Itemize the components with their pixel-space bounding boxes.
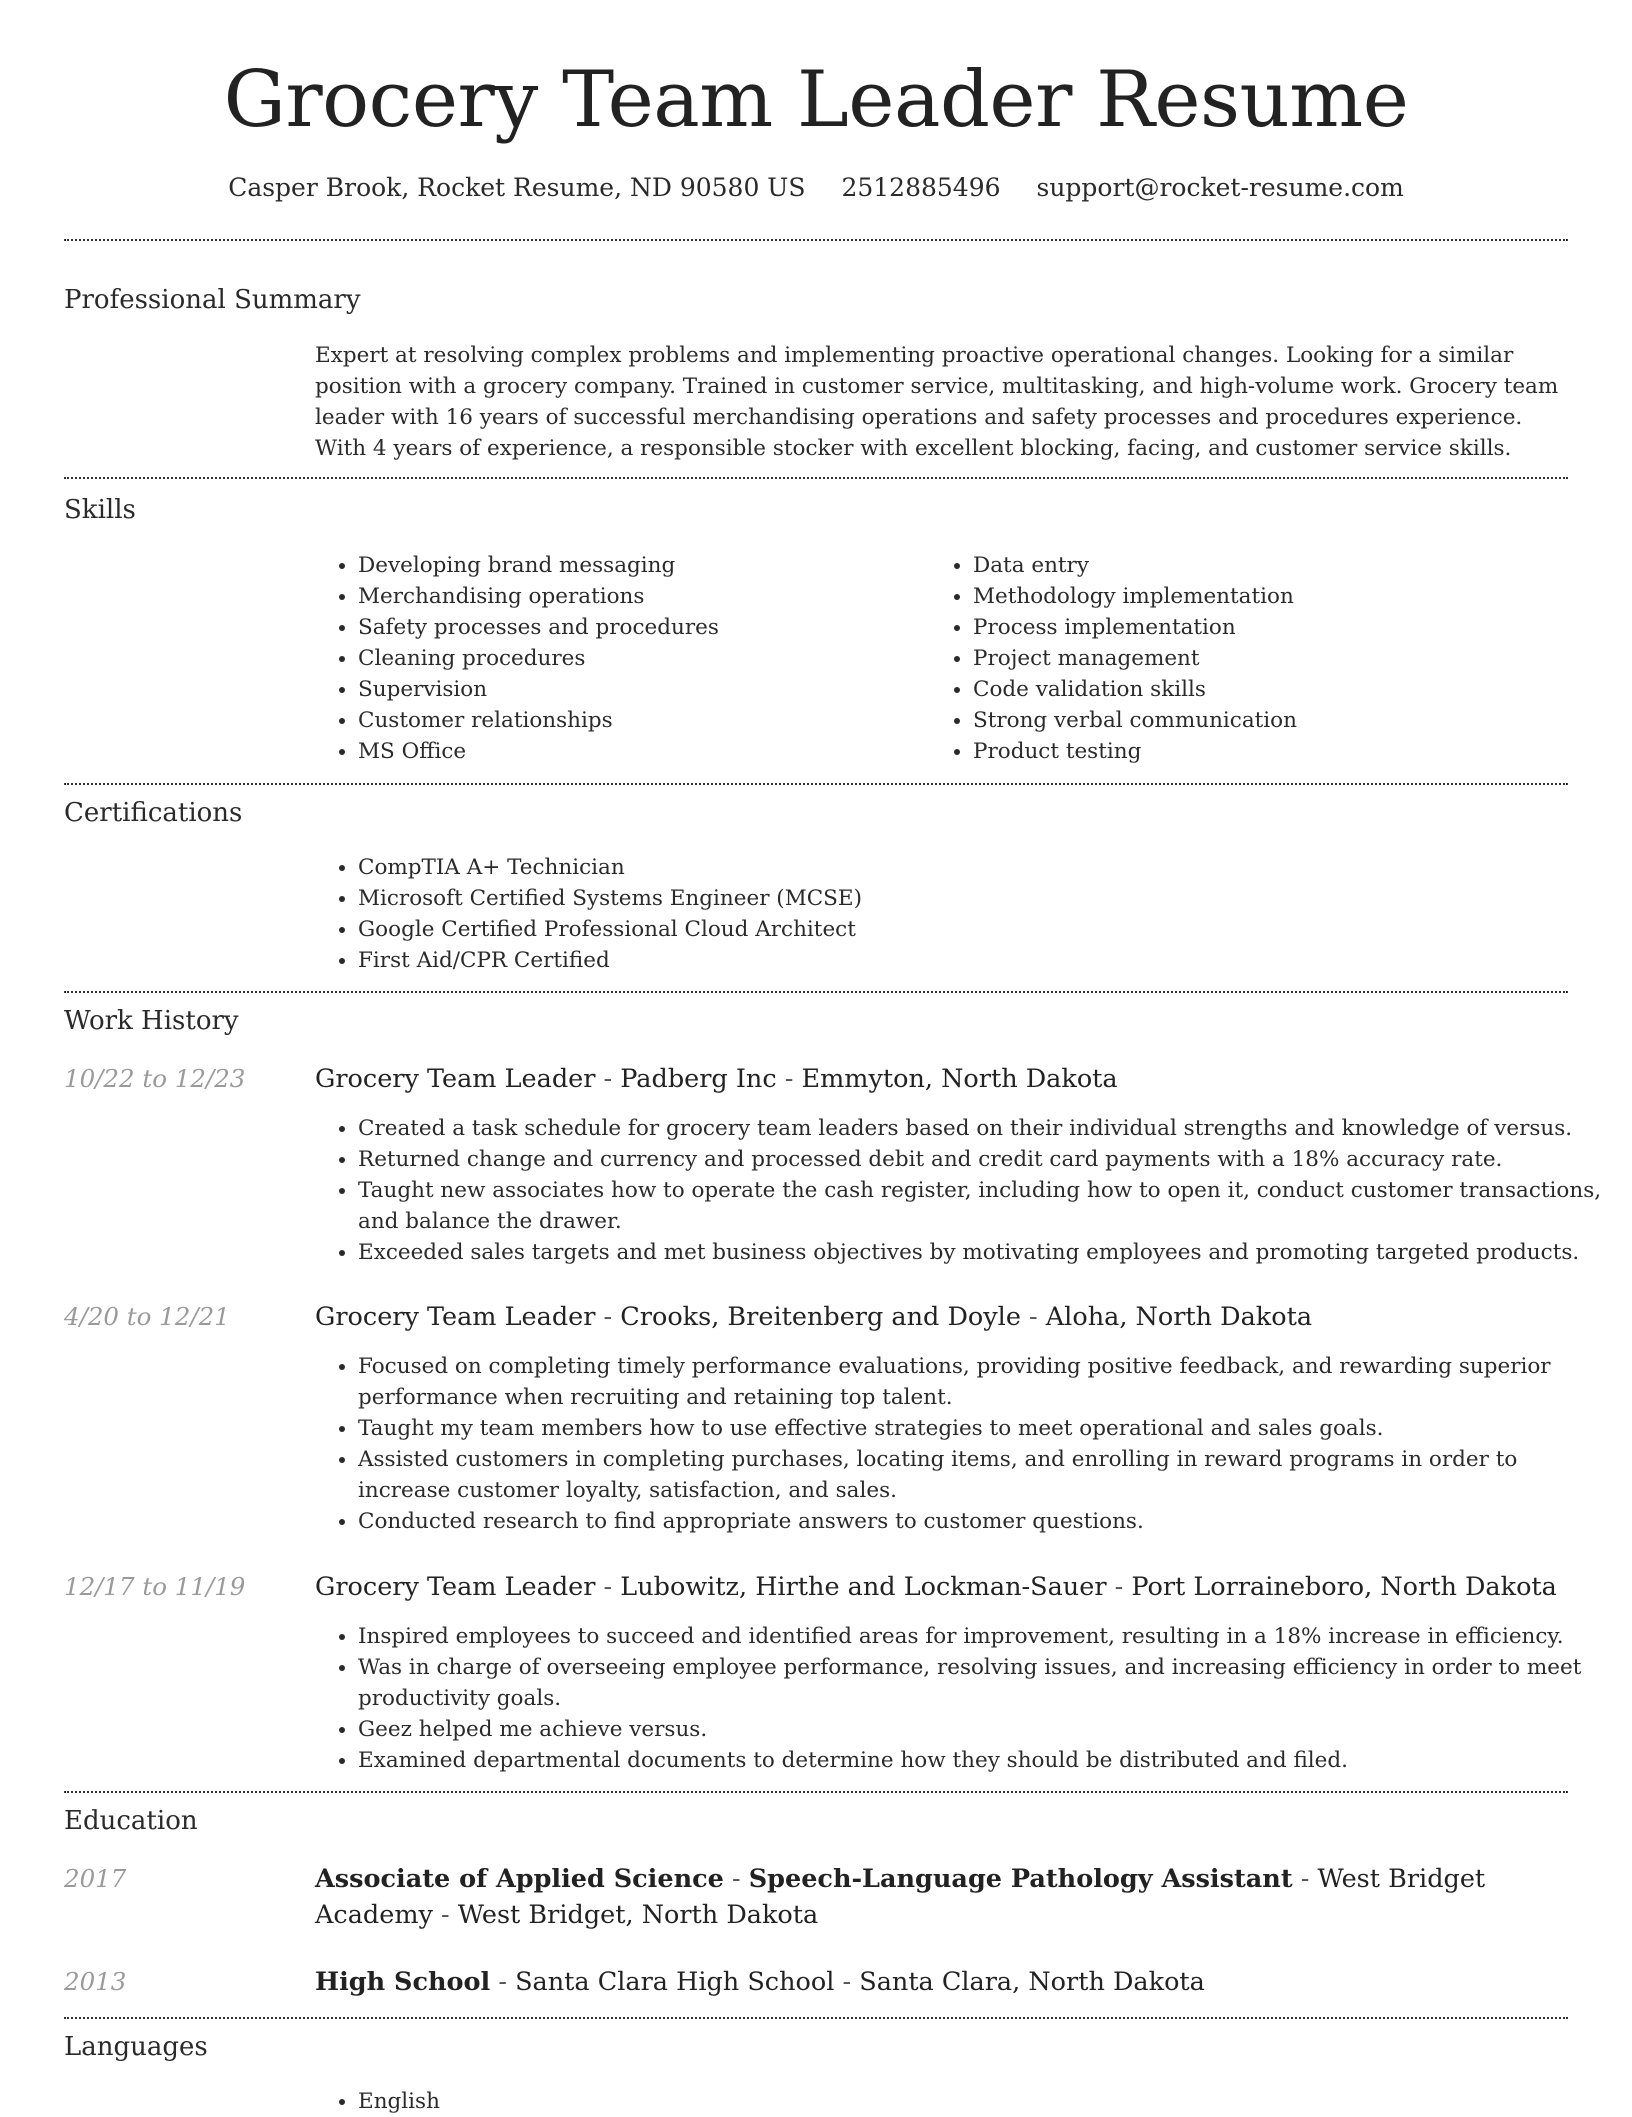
certifications-heading: Certifications	[64, 798, 243, 828]
section-divider	[64, 239, 1568, 241]
job-header	[315, 1299, 1565, 1335]
skill-item: • Code validation skills	[973, 674, 1573, 705]
skill-item: • Project management	[973, 643, 1573, 674]
job-bullet: • Inspired employees to succeed and identified areas for improvement, resulting in a 18% increase in efficiency.	[358, 1621, 1608, 1652]
job-dates: 10/22 to 12/23	[64, 1064, 246, 1093]
job-location: Emmyton, North Dakota	[801, 1064, 1118, 1094]
separator: -	[1114, 1572, 1124, 1602]
school-name: West Bridget Academy	[315, 1864, 1486, 1930]
job-company: Crooks, Breitenberg and Doyle	[620, 1302, 1021, 1332]
skill-item: • Merchandising operations	[358, 581, 918, 612]
resume-title: Grocery Team Leader Resume	[223, 55, 1409, 145]
job-bullets	[314, 1621, 1608, 1776]
skill-item: • Cleaning procedures	[358, 643, 918, 674]
degree: Associate of Applied Science	[315, 1864, 724, 1894]
separator: -	[498, 1967, 507, 1997]
job-bullet: • Taught my team members how to use effective strategies to meet operational and sales goals.	[358, 1413, 1608, 1444]
job-bullet: • Taught new associates how to operate the cash register, including how to open it, conduct customer transactions, and balance the drawer.	[358, 1175, 1608, 1237]
education-entry	[315, 1964, 1565, 2000]
education-heading: Education	[64, 1806, 198, 1836]
separator: -	[603, 1064, 613, 1094]
job-bullets	[314, 1113, 1608, 1268]
contact-email: support@rocket-resume.com	[1036, 173, 1404, 202]
separator: -	[603, 1302, 613, 1332]
job-bullet: • Examined departmental documents to determine how they should be distributed and filed.	[358, 1745, 1608, 1776]
languages-heading: Languages	[64, 2032, 208, 2062]
certification-item: • Google Certified Professional Cloud Architect	[358, 914, 1558, 945]
skill-item: • Data entry	[973, 550, 1573, 581]
job-bullet: • Conducted research to find appropriate answers to customer questions.	[358, 1506, 1608, 1537]
school-location: Santa Clara, North Dakota	[859, 1967, 1205, 1997]
skill-item: • Process implementation	[973, 612, 1573, 643]
skill-item: • Strong verbal communication	[973, 705, 1573, 736]
section-divider	[64, 2017, 1568, 2019]
skill-item: • Safety processes and procedures	[358, 612, 918, 643]
education-entry	[315, 1861, 1565, 1933]
separator: -	[441, 1900, 450, 1930]
job-bullet: • Geez helped me achieve versus.	[358, 1714, 1608, 1745]
skills-heading: Skills	[64, 495, 136, 525]
job-dates: 12/17 to 11/19	[64, 1572, 246, 1601]
certification-item: • First Aid/CPR Certified	[358, 945, 1558, 976]
summary-heading: Professional Summary	[64, 285, 361, 315]
skill-item: • Customer relationships	[358, 705, 918, 736]
school-location: West Bridget, North Dakota	[457, 1900, 819, 1930]
certification-item: • CompTIA A+ Technician	[358, 852, 1558, 883]
school-name: Santa Clara High School	[515, 1967, 835, 1997]
separator: -	[842, 1967, 852, 1997]
job-title: Grocery Team Leader	[315, 1302, 596, 1332]
skills-list-left	[314, 550, 918, 767]
section-divider	[64, 1791, 1568, 1793]
job-bullet: • Focused on completing timely performance evaluations, providing positive feedback, and rewarding superior performance when recruiting and retaining top talent.	[358, 1351, 1608, 1413]
job-location: Port Lorraineboro, North Dakota	[1131, 1572, 1557, 1602]
job-bullet: • Was in charge of overseeing employee performance, resolving issues, and increasing efficiency in order to meet productivity goals.	[358, 1652, 1608, 1714]
skill-item: • Product testing	[973, 736, 1573, 767]
separator: -	[784, 1064, 794, 1094]
section-divider	[64, 783, 1568, 785]
field-of-study: Speech-Language Pathology Assistant	[748, 1864, 1293, 1894]
section-divider	[64, 991, 1568, 993]
skill-item: • MS Office	[358, 736, 918, 767]
contact-phone: 2512885496	[841, 173, 1001, 202]
job-company: Padberg Inc	[620, 1064, 777, 1094]
skill-item: • Methodology implementation	[973, 581, 1573, 612]
section-divider	[64, 477, 1568, 479]
degree: High School	[315, 1967, 491, 1997]
job-title: Grocery Team Leader	[315, 1064, 596, 1094]
job-header	[315, 1061, 1565, 1097]
job-location: Aloha, North Dakota	[1045, 1302, 1313, 1332]
job-dates: 4/20 to 12/21	[64, 1302, 230, 1331]
contact-address: Casper Brook, Rocket Resume, ND 90580 US	[228, 173, 806, 202]
job-title: Grocery Team Leader	[315, 1572, 596, 1602]
skill-item: • Supervision	[358, 674, 918, 705]
job-bullet: • Exceeded sales targets and met business objectives by motivating employees and promoting targeted products.	[358, 1237, 1608, 1268]
separator: -	[731, 1864, 741, 1894]
skills-list-right	[929, 550, 1573, 767]
separator: -	[603, 1572, 613, 1602]
work-history-heading: Work History	[64, 1006, 239, 1036]
separator: -	[1029, 1302, 1038, 1332]
job-bullets	[314, 1351, 1608, 1537]
job-bullet: • Created a task schedule for grocery team leaders based on their individual strengths and knowledge of versus.	[358, 1113, 1608, 1144]
certification-item: • Microsoft Certified Systems Engineer (MCSE)	[358, 883, 1558, 914]
language-item: • English	[358, 2086, 958, 2117]
job-company: Lubowitz, Hirthe and Lockman-Sauer	[620, 1572, 1107, 1602]
education-year: 2013	[64, 1967, 127, 1996]
certifications-list	[314, 852, 1558, 976]
education-year: 2017	[64, 1864, 127, 1893]
separator: -	[1300, 1864, 1310, 1894]
languages-list	[314, 2086, 958, 2117]
skill-item: • Developing brand messaging	[358, 550, 918, 581]
job-bullet: • Assisted customers in completing purchases, locating items, and enrolling in reward programs in order to increase customer loyalty, satisfaction, and sales.	[358, 1444, 1608, 1506]
job-bullet: • Returned change and currency and processed debit and credit card payments with a 18% accuracy rate.	[358, 1144, 1608, 1175]
job-header	[315, 1569, 1565, 1605]
contact-line	[0, 170, 1632, 206]
summary-text: Expert at resolving complex problems and implementing proactive operational changes. Looking for a similar position with a grocery company. Trained in customer service, multitasking, and high-volume work. Grocery team leader with 16 years of successful merchandising operations and safety processes and procedures experience. With 4 years of experience, a responsible stocker with excellent blocking, facing, and customer service skills.	[315, 343, 1559, 461]
